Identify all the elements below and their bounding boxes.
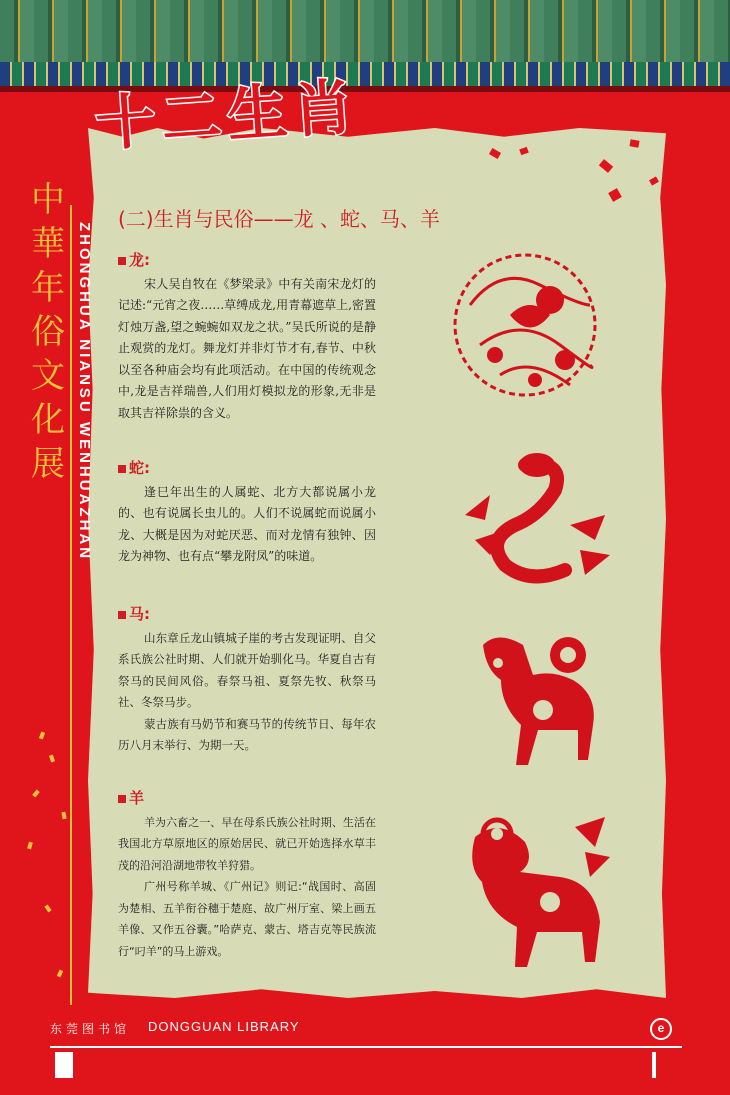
footer-divider bbox=[50, 1046, 682, 1048]
footer-library-cn: 东莞图书馆 bbox=[50, 1022, 131, 1036]
bullet-square-icon bbox=[118, 465, 126, 473]
vertical-subtitle: ZHONGHUA NIANSU WENHUAZHAN bbox=[76, 222, 93, 562]
vertical-char: 俗 bbox=[31, 312, 65, 352]
gold-confetti bbox=[44, 904, 51, 912]
section-heading-label: 龙: bbox=[129, 251, 150, 269]
vertical-char: 中 bbox=[31, 180, 65, 220]
section-title: (二)生肖与民俗——龙 、蛇、马、羊 bbox=[118, 207, 440, 231]
vertical-title bbox=[28, 178, 68, 486]
section-heading bbox=[118, 250, 376, 272]
snake-papercut bbox=[455, 445, 615, 595]
section-paragraph: 逢巳年出生的人属蛇、北方大都说属小龙的、也有说属长虫儿的。人们不说属蛇而说属小龙、大概是因为对蛇厌恶、而对龙情有独钟、因龙为神物、也有点“攀龙附凤”的味道。 bbox=[118, 484, 376, 563]
gold-confetti bbox=[39, 732, 45, 740]
gold-confetti bbox=[61, 812, 66, 820]
dragon-section bbox=[118, 250, 376, 424]
horse-papercut bbox=[458, 625, 618, 775]
bullet-square-icon bbox=[118, 795, 126, 803]
section-heading-label: 羊 bbox=[129, 789, 145, 807]
confetti bbox=[629, 139, 639, 147]
gold-confetti bbox=[49, 755, 55, 763]
section-heading-label: 蛇: bbox=[129, 459, 150, 477]
gold-confetti bbox=[32, 790, 40, 798]
gold-confetti bbox=[27, 842, 33, 850]
vertical-char: 文 bbox=[31, 356, 65, 396]
section-paragraph: 蒙古族有马奶节和赛马节的传统节日、每年农历八月末举行、为期一天。 bbox=[118, 716, 376, 752]
section-paragraph: 广州号称羊城、《广州记》则记:“战国时、高固为楚相、五羊衔谷穗于楚庭、故广州厅室、梁上画五羊像、又作五谷囊。”哈萨克、蒙古、塔吉克等民族流行“叼羊”的马上游戏。 bbox=[118, 880, 376, 958]
gold-confetti bbox=[57, 969, 64, 977]
goat-papercut bbox=[455, 812, 615, 967]
bullet-square-icon bbox=[118, 611, 126, 619]
gold-divider-line bbox=[70, 205, 72, 1005]
footer-white-box bbox=[55, 1052, 73, 1078]
bullet-square-icon bbox=[118, 257, 126, 265]
vertical-char: 化 bbox=[31, 400, 65, 440]
horse-section bbox=[118, 604, 376, 757]
section-paragraph: 羊为六畜之一、早在母系氏族公社时期、生活在我国北方草原地区的原始居民、就已开始选择水草丰茂的沿河沿湖地带牧羊狩猎。 bbox=[118, 815, 376, 872]
section-heading bbox=[118, 604, 376, 626]
section-heading bbox=[118, 788, 376, 810]
library-logo-icon: e bbox=[650, 1018, 672, 1040]
section-paragraph: 山东章丘龙山镇城子崖的考古发现证明、自父系氏族公社时期、人们就开始驯化马。华夏自古有祭马的民间风俗。春祭马祖、夏祭先牧、秋祭马社、冬祭马步。 bbox=[118, 630, 376, 709]
section-paragraph: 宋人吴自牧在《梦梁录》中有关南宋龙灯的记述:“元宵之夜……草缚成龙,用青幕遮草上,密置灯烛万盏,望之蜿蜿如双龙之状。”吴氏所说的是静止观赏的龙灯。舞龙灯并非灯节才有,春节、中秋以至各种庙会均有此项活动。在中国的传统观念中,龙是吉祥瑞兽,人们用灯模拟龙的形象,无非是取其吉祥除祟的含义。 bbox=[118, 276, 376, 420]
vertical-char: 年 bbox=[31, 268, 65, 308]
section-heading bbox=[118, 458, 376, 480]
footer-library-en: DONGGUAN LIBRARY bbox=[148, 1019, 300, 1034]
vertical-char: 展 bbox=[31, 444, 65, 484]
section-heading-label: 马: bbox=[129, 605, 150, 623]
footer-white-tick bbox=[652, 1052, 656, 1078]
snake-section bbox=[118, 458, 376, 568]
poster-title: 十二生肖 bbox=[93, 71, 362, 161]
dragon-papercut bbox=[440, 245, 610, 405]
goat-section bbox=[118, 788, 376, 962]
vertical-char: 華 bbox=[31, 224, 65, 264]
